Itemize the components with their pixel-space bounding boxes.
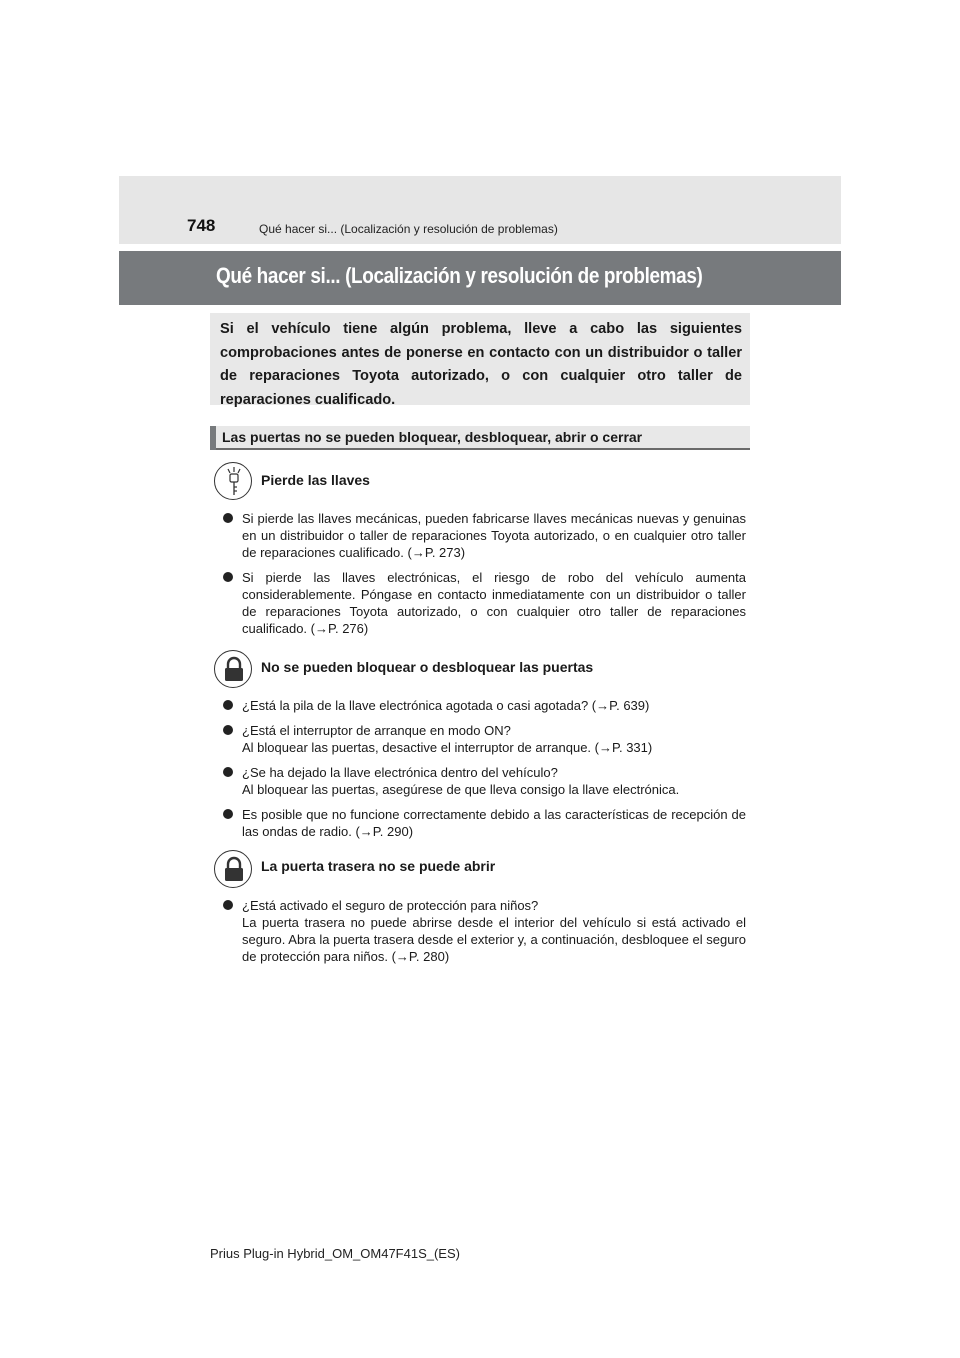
list-item: ¿Se ha dejado la llave electrónica dentro del vehículo? Al bloquear las puertas, asegúrese de que lleva consigo la llave electrónica. bbox=[223, 764, 746, 798]
bullet-list-rear-door bbox=[223, 897, 746, 965]
page-title: Qué hacer si... (Localización y resolución de problemas) bbox=[216, 263, 703, 288]
key-icon bbox=[214, 462, 252, 500]
bullet-list-lost-keys bbox=[223, 510, 746, 637]
padlock-icon bbox=[214, 650, 252, 688]
page-number: 748 bbox=[187, 216, 216, 235]
footer-doc-id: Prius Plug-in Hybrid_OM_OM47F41S_(ES) bbox=[210, 1246, 460, 1261]
topic-heading-rear-door: La puerta trasera no se puede abrir bbox=[261, 858, 496, 874]
list-item: ¿Está el interruptor de arranque en modo ON? Al bloquear las puertas, desactive el interruptor de arranque. (→P. 331) bbox=[223, 722, 746, 756]
intro-text: Si el vehículo tiene algún problema, lleve a cabo las siguientes comprobaciones antes de ponerse en contacto con un distribuidor o taller de reparaciones Toyota autorizado, o con cualquier otro taller de reparaciones cualificado. bbox=[220, 321, 742, 408]
section-accent bbox=[210, 426, 216, 450]
topic-heading-lost-keys: Pierde las llaves bbox=[261, 472, 370, 488]
section-heading: Las puertas no se pueden bloquear, desbloquear, abrir o cerrar bbox=[222, 429, 643, 445]
topic-heading-lock-doors: No se pueden bloquear o desbloquear las puertas bbox=[261, 659, 594, 675]
list-item: Si pierde las llaves electrónicas, el riesgo de robo del vehículo aumenta considerablemente. Póngase en contacto inmediatamente con un distribuidor o taller de reparaciones Toyota autorizado, o con cualquier otro taller de reparaciones cualificado. (→P. 276) bbox=[223, 569, 746, 637]
padlock-icon bbox=[214, 850, 252, 888]
bullet-list-lock-doors bbox=[223, 697, 746, 840]
list-item: ¿Está activado el seguro de protección para niños? La puerta trasera no puede abrirse desde el interior del vehículo si está activado el seguro. Abra la puerta trasera desde el exterior y, a continuación, desbloquee el seguro de protección para niños. (→P. 280) bbox=[223, 897, 746, 965]
list-item: Es posible que no funcione correctamente debido a las características de recepción de las ondas de radio. (→P. 290) bbox=[223, 806, 746, 840]
running-title: Qué hacer si... (Localización y resolución de problemas) bbox=[259, 222, 558, 236]
list-item: ¿Está la pila de la llave electrónica agotada o casi agotada? (→P. 639) bbox=[223, 697, 746, 714]
list-item: Si pierde las llaves mecánicas, pueden fabricarse llaves mecánicas nuevas y genuinas en un distribuidor o taller de reparaciones Toyota autorizado, o en cualquier otro taller de reparaciones cualificado. (→P. 273) bbox=[223, 510, 746, 561]
